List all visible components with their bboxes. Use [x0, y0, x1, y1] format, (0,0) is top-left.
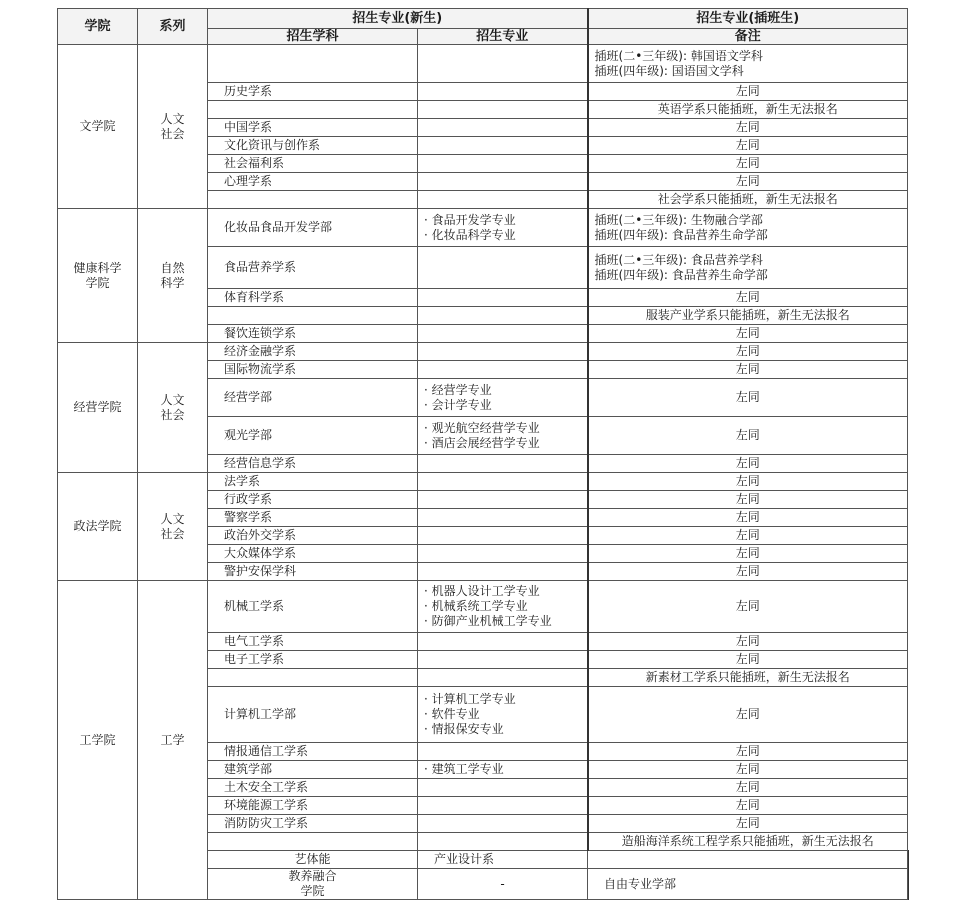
subject-cell: 社会福利系 [208, 155, 418, 173]
remark-cell-line: 左同 [735, 174, 760, 188]
remark-cell-line: 插班(二•三年级): 韩国语文学科 [594, 48, 763, 63]
major-cell-line: · 会计学专业 [424, 397, 492, 412]
remark-cell [588, 155, 908, 173]
remark-cell [588, 101, 908, 119]
major-cell [418, 83, 588, 101]
college-cell-line: 教养融合 [288, 869, 337, 883]
major-cell [418, 815, 588, 833]
remark-cell-line: 左同 [735, 326, 760, 340]
major-cell [418, 833, 588, 851]
subject-cell [208, 307, 418, 325]
remark-cell [588, 815, 908, 833]
table-row [58, 581, 908, 633]
remark-cell [588, 191, 908, 209]
major-cell [418, 473, 588, 491]
remark-cell [588, 581, 908, 633]
major-cell-line: · 机器人设计工学专业 [424, 584, 540, 598]
major-cell-line: · 经营学专业 [424, 382, 492, 397]
major-cell [418, 651, 588, 669]
major-cell [418, 527, 588, 545]
remark-cell [588, 247, 908, 289]
subject-cell: 机械工学系 [208, 581, 418, 633]
remark-cell [588, 473, 908, 491]
subject-cell: 经营信息学系 [208, 455, 418, 473]
subject-cell: 法学系 [208, 473, 418, 491]
major-cell [418, 779, 588, 797]
series-cell [138, 581, 208, 900]
admission-table [57, 8, 908, 900]
table-row [58, 473, 908, 491]
major-cell [418, 343, 588, 361]
subject-cell: 经济金融学系 [208, 343, 418, 361]
subject-cell [208, 833, 418, 851]
remark-cell-line: 左同 [735, 798, 760, 812]
major-cell [418, 209, 588, 247]
remark-cell-line: 插班(二•三年级): 生物融合学部 [594, 212, 763, 227]
remark-cell [588, 119, 908, 137]
college-cell-line: 工学院 [79, 732, 116, 747]
remark-cell-line: 社会学系只能插班，新生无法报名 [657, 192, 838, 206]
remark-cell [588, 137, 908, 155]
college-cell-line: 学院 [85, 275, 110, 290]
subject-cell: 体育科学系 [208, 289, 418, 307]
subject-cell: 警察学系 [208, 509, 418, 527]
major-cell [418, 379, 588, 417]
table-row [58, 343, 908, 361]
college-cell-line: 政法学院 [73, 519, 122, 533]
remark-cell [588, 761, 908, 779]
subject-cell: 情报通信工学系 [208, 743, 418, 761]
college-cell [58, 209, 138, 343]
major-cell [418, 563, 588, 581]
subject-cell: 国际物流学系 [208, 361, 418, 379]
remark-cell-line: 左同 [735, 762, 760, 776]
college-cell [58, 581, 138, 900]
major-cell [418, 417, 588, 455]
subject-cell [208, 101, 418, 119]
remark-cell-line: 插班(四年级): 食品营养生命学部 [594, 267, 768, 282]
major-cell [418, 797, 588, 815]
major-cell [418, 191, 588, 209]
remark-cell-line: 左同 [735, 428, 760, 442]
major-cell [418, 455, 588, 473]
major-cell [418, 761, 588, 779]
major-cell [418, 101, 588, 119]
remark-cell-line: 左同 [735, 156, 760, 170]
remark-cell [588, 833, 908, 851]
table-row [58, 209, 908, 247]
major-cell-line: · 化妆品科学专业 [424, 227, 516, 242]
remark-cell [588, 83, 908, 101]
series-cell-line: 自然 [160, 260, 185, 275]
remark-cell [588, 307, 908, 325]
college-cell [58, 45, 138, 209]
major-cell [418, 669, 588, 687]
subject-cell: 电子工学系 [208, 651, 418, 669]
remark-cell-line: 左同 [735, 390, 760, 404]
subject-cell: 环境能源工学系 [208, 797, 418, 815]
major-cell [418, 137, 588, 155]
subject-cell: 中国学系 [208, 119, 418, 137]
major-cell-line: · 计算机工学专业 [424, 692, 516, 706]
header-series: 系列 [138, 9, 208, 45]
subject-cell: 计算机工学部 [208, 687, 418, 743]
remark-cell [588, 651, 908, 669]
remark-cell-line: 左同 [735, 707, 760, 721]
major-cell [418, 545, 588, 563]
remark-cell-line: 左同 [735, 652, 760, 666]
remark-cell-line: 造船海洋系统工程学系只能插班，新生无法报名 [621, 834, 874, 848]
series-cell [138, 45, 208, 209]
college-cell-line: 健康科学 [73, 260, 122, 275]
major-cell [418, 581, 588, 633]
college-cell-line: 文学院 [79, 119, 116, 133]
subject-cell [208, 45, 418, 83]
remark-cell [588, 509, 908, 527]
remark-cell-line: 左同 [735, 138, 760, 152]
header-remark: 备注 [588, 29, 908, 45]
remark-cell-line: 左同 [735, 492, 760, 506]
subject-cell: 土木安全工学系 [208, 779, 418, 797]
series-cell-line: 社会 [160, 407, 185, 422]
college-cell-line: 经营学院 [73, 400, 122, 414]
major-cell [418, 361, 588, 379]
remark-cell-line: 左同 [735, 344, 760, 358]
major-cell [418, 687, 588, 743]
series-cell-line: 艺体能 [294, 852, 331, 866]
major-cell [418, 155, 588, 173]
remark-cell-line: 插班(四年级): 国语国文学科 [594, 63, 744, 78]
remark-cell [588, 669, 908, 687]
remark-cell [588, 325, 908, 343]
major-cell-line: · 机械系统工学专业 [424, 599, 528, 613]
series-cell-line: 科学 [160, 275, 185, 290]
header-subject: 招生学科 [208, 29, 418, 45]
series-cell-line: 工学 [160, 732, 185, 747]
remark-cell-line: 英语学系只能插班，新生无法报名 [657, 102, 838, 116]
major-cell-line: · 软件专业 [424, 707, 480, 721]
major-cell-line: · 观光航空经营学专业 [424, 420, 540, 435]
major-cell-line: · 建筑工学专业 [424, 762, 504, 776]
major-cell [418, 307, 588, 325]
remark-cell-line: 左同 [735, 474, 760, 488]
remark-cell [588, 343, 908, 361]
remark-cell [588, 455, 908, 473]
college-cell [58, 343, 138, 473]
major-cell-line: · 防御产业机械工学专业 [424, 614, 552, 628]
subject-cell: 观光学部 [208, 417, 418, 455]
subject-cell: 电气工学系 [208, 633, 418, 651]
header-row-1 [58, 9, 908, 29]
major-cell [418, 491, 588, 509]
series-cell-line: - [500, 876, 505, 891]
series-cell-line: 社会 [160, 526, 185, 541]
remark-cell-line: 左同 [735, 84, 760, 98]
series-cell [138, 343, 208, 473]
remark-cell-line: 左同 [735, 634, 760, 648]
major-cell [418, 509, 588, 527]
header-college: 学院 [58, 9, 138, 45]
remark-cell [588, 545, 908, 563]
remark-cell-line: 左同 [735, 546, 760, 560]
subject-cell: 餐饮连锁学系 [208, 325, 418, 343]
major-cell [418, 173, 588, 191]
major-cell-line: · 食品开发学专业 [424, 212, 516, 227]
subject-cell [208, 191, 418, 209]
series-cell-line: 社会 [160, 126, 185, 141]
remark-cell [588, 361, 908, 379]
subject-cell: 自由专业学部 [588, 869, 908, 900]
remark-cell [588, 633, 908, 651]
subject-cell: 历史学系 [208, 83, 418, 101]
header-transfer-group: 招生专业(插班生) [588, 9, 908, 29]
major-cell [418, 45, 588, 83]
remark-cell [588, 173, 908, 191]
remark-cell-line: 服装产业学系只能插班，新生无法报名 [645, 308, 850, 322]
major-cell [418, 743, 588, 761]
series-cell-line: 人文 [160, 392, 185, 407]
subject-cell: 行政学系 [208, 491, 418, 509]
major-cell-line: · 情报保安专业 [424, 722, 504, 736]
major-cell [418, 633, 588, 651]
remark-cell-line: 左同 [735, 290, 760, 304]
remark-cell-line: 左同 [735, 456, 760, 470]
remark-cell [588, 45, 908, 83]
remark-cell [588, 797, 908, 815]
remark-cell [588, 289, 908, 307]
remark-cell-line: 左同 [735, 362, 760, 376]
series-cell [208, 851, 418, 869]
college-cell [208, 869, 418, 900]
remark-cell-line: 左同 [735, 510, 760, 524]
subject-cell: 大众媒体学系 [208, 545, 418, 563]
subject-cell: 食品营养学系 [208, 247, 418, 289]
subject-cell: 化妆品食品开发学部 [208, 209, 418, 247]
series-cell [138, 209, 208, 343]
subject-cell: 警护安保学科 [208, 563, 418, 581]
remark-cell-line: 左同 [735, 564, 760, 578]
series-cell-line: 人文 [160, 111, 185, 126]
subject-cell: 政治外交学系 [208, 527, 418, 545]
series-cell [138, 473, 208, 581]
remark-cell-line: 左同 [735, 780, 760, 794]
remark-cell-line: 左同 [735, 528, 760, 542]
remark-cell-line: 左同 [735, 120, 760, 134]
subject-cell: 消防防灾工学系 [208, 815, 418, 833]
college-cell-line: 学院 [300, 884, 325, 898]
major-cell-line: · 酒店会展经营学专业 [424, 435, 540, 450]
remark-cell [588, 379, 908, 417]
subject-cell: 文化资讯与创作系 [208, 137, 418, 155]
college-cell [58, 473, 138, 581]
remark-cell-line: 插班(二•三年级): 食品营养学科 [594, 252, 763, 267]
subject-cell: 建筑学部 [208, 761, 418, 779]
remark-cell [588, 563, 908, 581]
remark-cell-line: 左同 [735, 744, 760, 758]
remark-cell [588, 527, 908, 545]
remark-cell [588, 743, 908, 761]
remark-cell-line: 新素材工学系只能插班，新生无法报名 [645, 670, 850, 684]
major-cell [588, 851, 908, 869]
table-row [58, 45, 908, 83]
remark-cell-line: 左同 [735, 816, 760, 830]
subject-cell: 经营学部 [208, 379, 418, 417]
subject-cell [208, 669, 418, 687]
subject-cell: 产业设计系 [418, 851, 588, 869]
subject-cell: 心理学系 [208, 173, 418, 191]
remark-cell [588, 491, 908, 509]
remark-cell-line: 插班(四年级): 食品营养生命学部 [594, 227, 768, 242]
major-cell [418, 119, 588, 137]
series-cell-line: 人文 [160, 511, 185, 526]
major-cell [418, 247, 588, 289]
header-new-group: 招生专业(新生) [208, 9, 588, 29]
remark-cell [588, 779, 908, 797]
remark-cell [588, 417, 908, 455]
remark-cell [588, 687, 908, 743]
remark-cell [588, 209, 908, 247]
major-cell [418, 289, 588, 307]
remark-cell-line: 左同 [735, 599, 760, 613]
series-cell [418, 869, 588, 900]
major-cell [418, 325, 588, 343]
header-major: 招生专业 [418, 29, 588, 45]
